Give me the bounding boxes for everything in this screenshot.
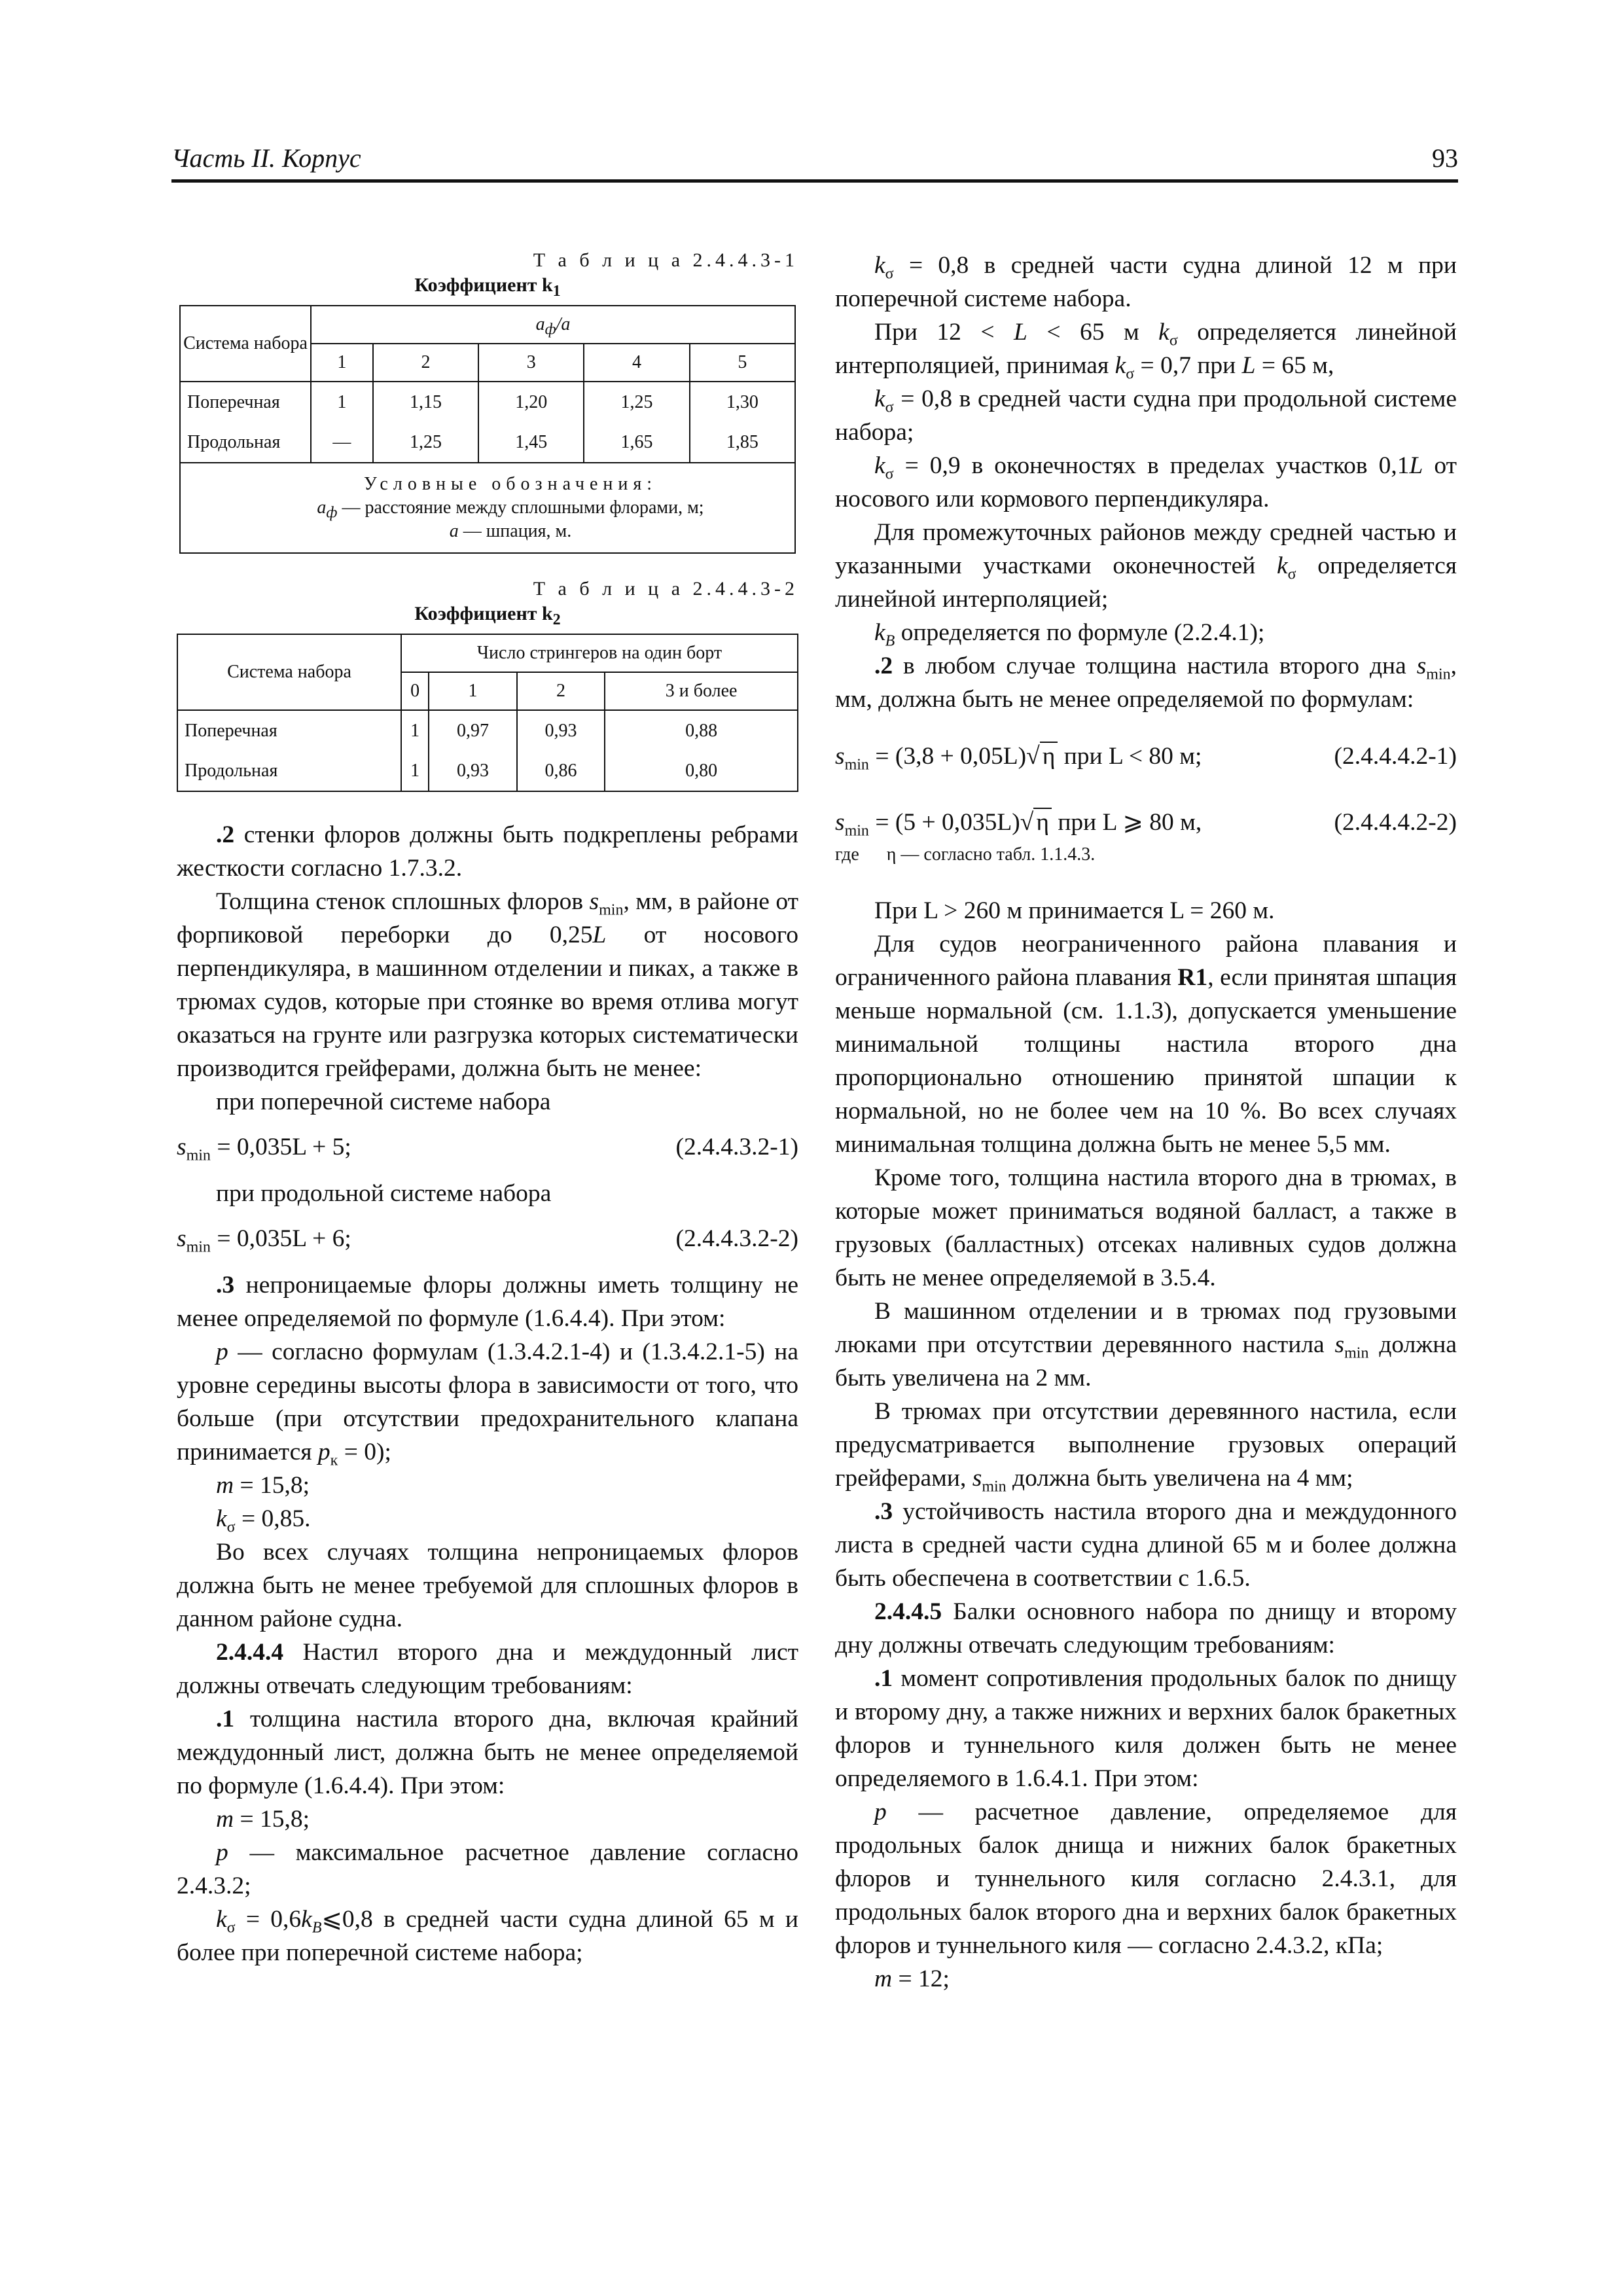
- paragraph: при поперечной системе набора: [216, 1088, 551, 1115]
- table1-title: Коэффициент $k_1$: [414, 274, 561, 300]
- paragraph: .2 стенки флоров должны быть подкреплены ребрами жесткости согласно 1.7.3.2.: [177, 821, 798, 882]
- table1-col: 4: [584, 344, 689, 382]
- page-number: 93: [1432, 143, 1458, 173]
- table2-caption: Т а б л и ц а 2.4.4.3-2: [533, 578, 798, 600]
- table1-notes: Условные обозначения: $a_ф$ — расстояние между сплошными флорами, м; a — шпация, м.: [180, 463, 795, 553]
- paragraph: При 12 < L < 65 м $k_\sigma$ определяется линейной интерполяцией, принимая $k_\sigma = 0,7$ при L = 65 м,: [835, 319, 1457, 383]
- paragraph: $k_\sigma = 0,8$ в средней части судна при продольной системе набора;: [835, 386, 1457, 446]
- table2: [177, 634, 798, 792]
- table2-col: 2: [517, 672, 605, 710]
- paragraph: Во всех случаях толщина непроницаемых флоров должна быть не менее требуемой для сплошных флоров в данном районе судна.: [177, 1539, 798, 1632]
- paragraph: В машинном отделении и в трюмах под грузовыми люками при отсутствии деревянного настила $s_{min}$ должна быть увеличена на 2 мм.: [835, 1298, 1457, 1391]
- table-row: Продольная 1 0,93 0,86 0,80: [177, 751, 798, 791]
- formula: $s_{min} = 0,035L + 5$; (2.4.4.3.2-1): [177, 1134, 798, 1164]
- paragraph: В трюмах при отсутствии деревянного настила, если предусматривается выполнение грузовых операций грейферами, $s_{min}$ должна быть увеличена на 4 мм;: [835, 1398, 1457, 1496]
- table1-col: 3: [478, 344, 584, 382]
- table-row: Поперечная 1 1,15 1,20 1,25 1,30: [180, 382, 795, 422]
- table-row: Продольная — 1,25 1,45 1,65 1,85: [180, 422, 795, 463]
- table2-header-group: Число стрингеров на один борт: [401, 634, 798, 672]
- table1-caption: Т а б л и ц а 2.4.4.3-1: [533, 249, 798, 271]
- paragraph: p — согласно формулам (1.3.4.2.1-4) и (1.3.4.2.1-5) на уровне середины высоты флора в зависимости от того, что больше (при отсутствии предохранительного клапана принимается $p_к = 0$);: [177, 1338, 798, 1469]
- paragraph: 2.4.4.4 Настил второго дна и междудонный лист должны отвечать следующим требованиям:: [177, 1639, 798, 1699]
- paragraph: 2.4.4.5 Балки основного набора по днищу и второму дну должны отвечать следующим требованиям:: [835, 1598, 1457, 1659]
- paragraph: При L > 260 м принимается L = 260 м.: [874, 897, 1275, 924]
- table2-col: 3 и более: [605, 672, 798, 710]
- paragraph: $k_\sigma = 0,85$.: [216, 1505, 311, 1536]
- paragraph: .1 момент сопротивления продольных балок по днищу и второму дну, а также нижних и верхних балок бракетных флоров и туннельного киля должен быть не менее определяемого в 1.6.4.1. При этом:: [835, 1665, 1457, 1792]
- table1-header-group: $a_ф/a$: [311, 306, 795, 344]
- paragraph: m = 12;: [874, 1965, 950, 1992]
- formula: $s_{min} = (3,8 + 0,05L)√$ η при L < 80 м; (2.4.4.4.2-1): [835, 743, 1457, 774]
- right-column: [835, 249, 1457, 1996]
- paragraph: $k_\sigma$ = $0,6k_B⩽0,8$ в средней части судна длиной 65 м и более при поперечной системе набора;: [177, 1906, 798, 1966]
- paragraph: Для судов неограниченного района плавания и ограниченного района плавания R1, если принятая шпация меньше нормальной (см. 1.1.3), допускается уменьшение минимальной толщины настила второго дна пропорционально отношению принятой шпации к нормальной, но не более чем на 10 %. Во всех случаях минимальная толщина должна быть не менее 5,5 мм.: [835, 931, 1457, 1158]
- paragraph: .3 непроницаемые флоры должны иметь толщину не менее определяемой по формуле (1.6.4.4). При этом:: [177, 1272, 798, 1332]
- table2-title: Коэффициент $k_2$: [414, 603, 561, 628]
- table1: [179, 305, 796, 554]
- formula-legend: где η — согласно табл. 1.1.4.3.: [835, 844, 1096, 865]
- paragraph: $k_\sigma = 0,8$ в средней части судна длиной 12 м при поперечной системе набора.: [835, 252, 1457, 312]
- formula: $s_{min} = 0,035L + 6$; (2.4.4.3.2-2): [177, 1225, 798, 1256]
- running-title: Часть II. Корпус: [171, 143, 361, 173]
- table1-col: 5: [690, 344, 795, 382]
- left-column: [177, 249, 798, 1969]
- paragraph: p — расчетное давление, определяемое для продольных балок днища и нижних балок бракетных флоров и туннельного киля согласно 2.4.3.1, для продольных балок второго дна и верхних балок бракетных флоров и туннельного киля — согласно 2.4.3.2, кПа;: [835, 1799, 1457, 1959]
- paragraph: Кроме того, толщина настила второго дна в трюмах, в которые может приниматься водяной балласт, а также в грузовых (балластных) отсеках наливных судов должна быть не менее определяемой в 3.5.4.: [835, 1164, 1457, 1291]
- table2-col: 0: [401, 672, 429, 710]
- paragraph: m = 15,8;: [216, 1472, 310, 1499]
- formula: $s_{min} = (5 + 0,035L)√$ η при L ⩾ 80 м, (2.4.4.4.2-2): [835, 809, 1457, 840]
- paragraph: p — максимальное расчетное давление согласно 2.4.3.2;: [177, 1839, 798, 1899]
- paragraph: $k_\sigma = 0,9$ в оконечностях в пределах участков 0,1L от носового или кормового перпендикуляра.: [835, 452, 1457, 512]
- paragraph: $k_B$ определяется по формуле (2.2.4.1);: [874, 619, 1265, 650]
- table2-header-system: Система набора: [177, 634, 401, 710]
- table1-header-system: Система набора: [180, 306, 311, 382]
- paragraph: при продольной системе набора: [216, 1180, 552, 1207]
- paragraph: Для промежуточных районов между средней частью и указанными участками оконечностей $k_\sigma$ определяется линейной интерполяцией;: [835, 519, 1457, 613]
- page-header: [171, 140, 1458, 183]
- table1-col: 2: [373, 344, 478, 382]
- table1-col: 1: [311, 344, 373, 382]
- paragraph: .3 устойчивость настила второго дна и междудонного листа в средней части судна длиной 65 м и более должна быть обеспечена в соответствии с 1.6.5.: [835, 1498, 1457, 1592]
- paragraph: m = 15,8;: [216, 1806, 310, 1833]
- table-row: Поперечная 1 0,97 0,93 0,88: [177, 710, 798, 751]
- paragraph: .2 в любом случае толщина настила второго дна $s_{min}$, мм, должна быть не менее определяемой по формулам:: [835, 653, 1457, 713]
- paragraph: Толщина стенок сплошных флоров $s_{min}$, мм, в районе от форпиковой переборки до 0,25L от носового перпендикуляра, в машинном отделении и пиках, а также в трюмах судов, которые при стоянке во время отлива могут оказаться на грунте или разгрузка которых систематически производится грейферами, должна быть не менее:: [177, 888, 798, 1082]
- paragraph: .1 толщина настила второго дна, включая крайний междудонный лист, должна быть не менее определяемой по формуле (1.6.4.4). При этом:: [177, 1706, 798, 1799]
- table2-col: 1: [429, 672, 517, 710]
